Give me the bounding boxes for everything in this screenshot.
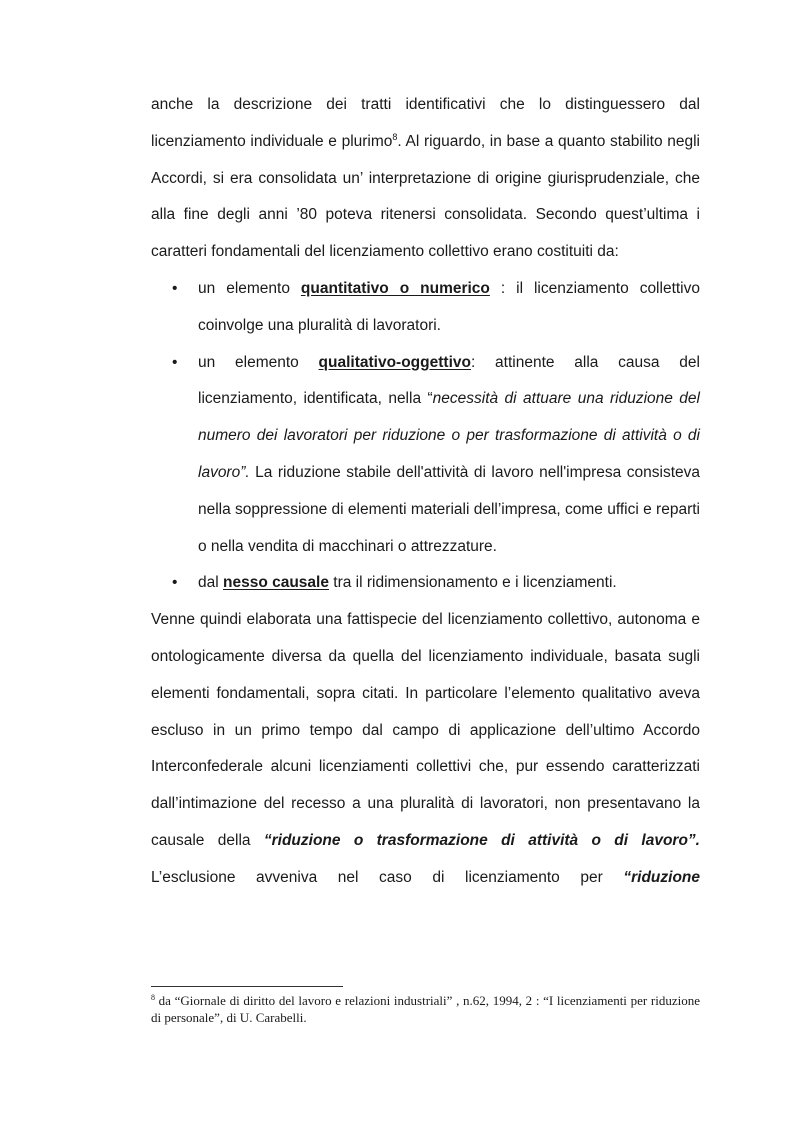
- list-item-pre: dal: [198, 574, 223, 592]
- bullet-icon: •: [172, 353, 178, 371]
- list-item-term: nesso causale: [223, 574, 329, 592]
- paragraph-2-quote-2: “riduzione: [623, 868, 700, 886]
- paragraph-1-text-a: anche la descrizione dei tratti identificativi che lo distinguessero dal licenziamento individuale e plurimo: [151, 96, 700, 150]
- list-item-post: : il licenziamento collettivo coinvolge una pluralità di lavoratori.: [198, 279, 700, 334]
- bullet-icon: •: [172, 279, 178, 297]
- paragraph-2-text-b: L’esclusione avveniva nel caso di licenziamento per: [151, 868, 624, 886]
- bullet-icon: •: [172, 574, 178, 592]
- footnote: [151, 992, 700, 1026]
- list-item-post: tra il ridimensionamento e i licenziamenti.: [328, 574, 617, 592]
- list-item-pre: un elemento: [198, 353, 319, 371]
- paragraph-2-quote-1: “riduzione o trasformazione di attività o di lavoro”.: [263, 831, 700, 849]
- paragraph-2: [151, 602, 700, 896]
- paragraph-2-text-a: Venne quindi elaborata una fattispecie del licenziamento collettivo, autonoma e ontologicamente diversa da quella del licenziamento individuale, basata sugli elementi fondamentali, sopra citati. In particolare l’elemento qualitativo aveva escluso in un primo tempo dal campo di applicazione dell’ultimo Accordo Interconfederale alcuni licenziamenti collettivi che, pur essendo caratterizzati dall’intimazione del recesso a una pluralità di lavoratori, non presentavano la causale della: [151, 611, 700, 849]
- list-item-pre: un elemento: [198, 279, 301, 297]
- document-body: [151, 87, 700, 897]
- footnote-number: 8: [151, 993, 155, 1002]
- footnote-text: da “Giornale di diritto del lavoro e relazioni industriali” , n.62, 1994, 2 : “I licenziamenti per riduzione di personale”, di U. Carabelli.: [151, 993, 700, 1025]
- list-item-quote: necessità di attuare una riduzione del numero dei lavoratori per riduzione o per trasformazione di attività o di lavoro”.: [198, 390, 700, 481]
- list-item: [151, 565, 700, 602]
- list-item: [151, 345, 700, 566]
- list-item-term: quantitativo o numerico: [300, 279, 490, 297]
- list-item-mid: : attinente alla causa del licenziamento, identificata, nella “: [198, 353, 700, 408]
- list-item-post: La riduzione stabile dell'attività di lavoro nell'impresa consisteva nella soppressione di elementi materiali dell’impresa, come uffici e reparti o nella vendita di macchinari o attrezzature.: [198, 463, 700, 555]
- list-item-term: qualitativo-oggettivo: [318, 353, 471, 371]
- paragraph-1: [151, 87, 700, 271]
- footnote-reference[interactable]: 8: [392, 131, 398, 142]
- paragraph-1-text-b: . Al riguardo, in base a quanto stabilito negli Accordi, si era consolidata un’ interpretazione di origine giurisprudenziale, che alla fine degli anni ’80 poteva ritenersi consolidata. Secondo quest’ultima i caratteri fondamentali del licenziamento collettivo erano costituiti da:: [151, 132, 700, 261]
- bullet-list: [151, 271, 700, 602]
- footnote-separator: [151, 986, 343, 987]
- list-item: [151, 271, 700, 345]
